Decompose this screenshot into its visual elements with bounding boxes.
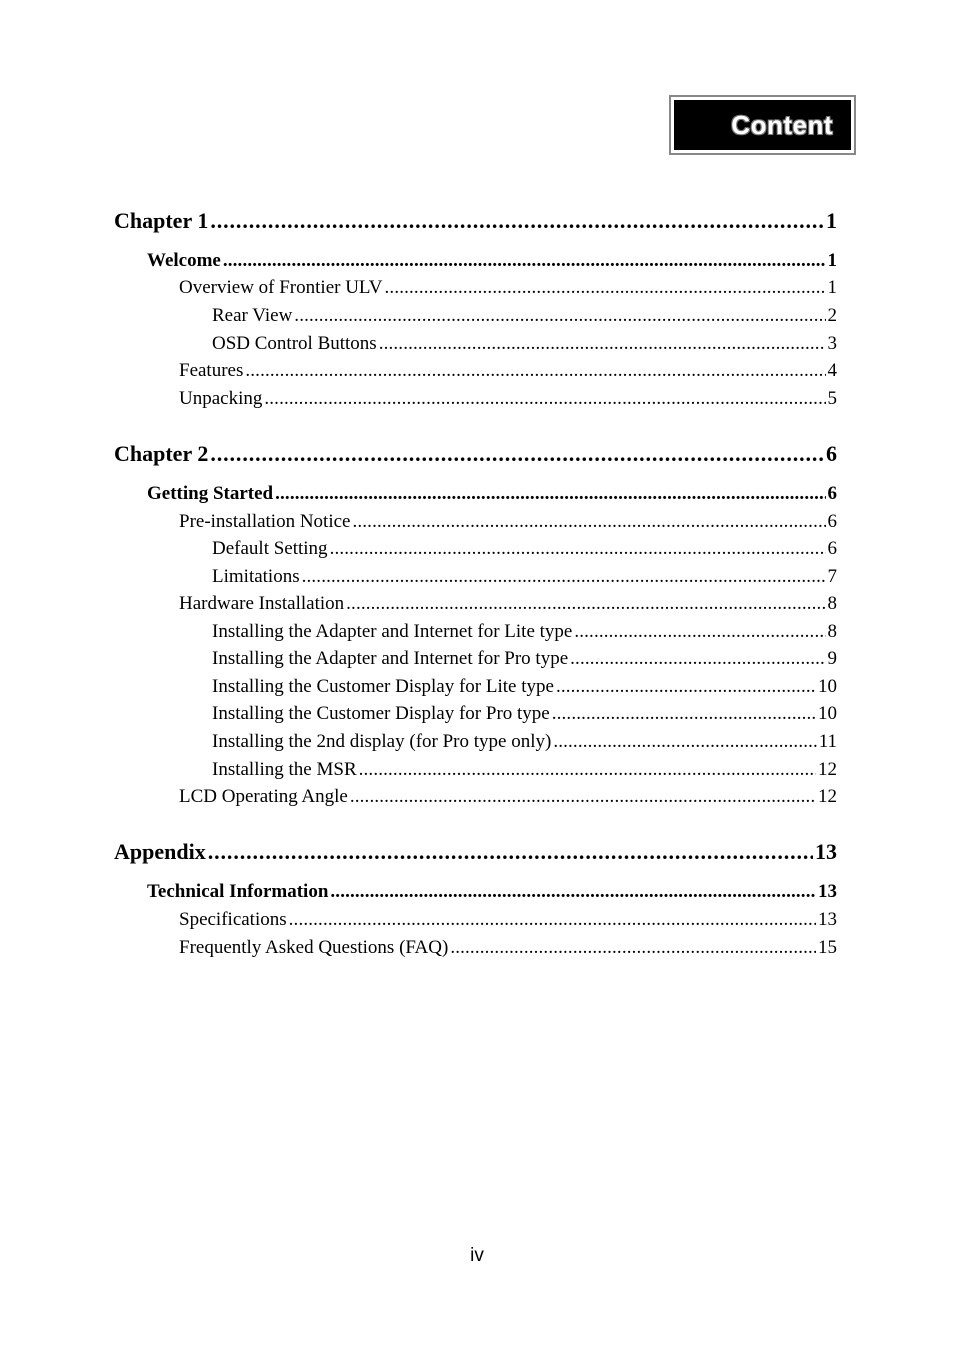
toc-entry[interactable] <box>179 360 837 382</box>
toc-entry-page: 1 <box>827 250 837 271</box>
toc-dot-leader <box>302 566 826 588</box>
toc-entry[interactable] <box>114 839 837 865</box>
toc-entry-page: 12 <box>818 786 837 807</box>
toc-dot-leader <box>556 676 816 698</box>
toc-entry-page: 6 <box>827 483 837 504</box>
toc-entry-title: Technical Information <box>147 881 329 902</box>
toc-entry-page: 1 <box>826 208 837 233</box>
toc-entry-title: Frequently Asked Questions (FAQ) <box>179 937 449 958</box>
toc-entry-title: Chapter 2 <box>114 441 209 466</box>
toc-entry[interactable] <box>212 333 837 355</box>
toc-entry-title: Chapter 1 <box>114 208 209 233</box>
toc-entry-page: 9 <box>827 648 837 669</box>
toc-entry[interactable] <box>179 593 837 615</box>
toc-dot-leader <box>330 881 816 903</box>
toc-entry-page: 6 <box>827 511 837 532</box>
toc-dot-leader <box>385 277 826 299</box>
toc-dot-leader <box>210 441 824 467</box>
toc-entry[interactable] <box>212 703 837 725</box>
toc-entry[interactable] <box>147 483 837 505</box>
toc-dot-leader <box>450 937 816 959</box>
toc-entry-title: OSD Control Buttons <box>212 333 377 354</box>
toc-entry[interactable] <box>179 388 837 410</box>
toc-entry-page: 7 <box>827 566 837 587</box>
toc-entry-page: 10 <box>818 703 837 724</box>
toc-entry-page: 8 <box>827 593 837 614</box>
toc-dot-leader <box>210 208 824 234</box>
toc-entry-title: Limitations <box>212 566 300 587</box>
toc-entry-page: 3 <box>827 333 837 354</box>
toc-entry-page: 5 <box>827 388 837 409</box>
toc-entry-title: Overview of Frontier ULV <box>179 277 383 298</box>
toc-entry-page: 6 <box>827 538 837 559</box>
toc-entry-page: 6 <box>826 441 837 466</box>
toc-entry-title: Installing the Adapter and Internet for Pro type <box>212 648 569 669</box>
toc-entry[interactable] <box>179 786 837 808</box>
toc-dot-leader <box>359 759 816 781</box>
toc-entry[interactable] <box>212 648 837 670</box>
toc-dot-leader <box>208 839 813 865</box>
toc-entry-page: 12 <box>818 759 837 780</box>
toc-entry[interactable] <box>114 441 837 467</box>
toc-entry[interactable] <box>179 277 837 299</box>
toc-dot-leader <box>245 360 825 382</box>
toc-entry-page: 10 <box>818 676 837 697</box>
toc-entry-page: 15 <box>818 937 837 958</box>
toc-entry[interactable] <box>212 731 837 753</box>
toc-entry-title: Welcome <box>147 250 221 271</box>
toc-entry[interactable] <box>179 511 837 533</box>
toc-entry-title: Appendix <box>114 839 206 864</box>
page-title: Content <box>731 109 833 140</box>
toc-dot-leader <box>574 621 825 643</box>
toc-entry[interactable] <box>179 909 837 931</box>
toc-entry-title: Installing the Customer Display for Lite type <box>212 676 554 697</box>
toc-entry[interactable] <box>179 937 837 959</box>
toc-entry[interactable] <box>212 759 837 781</box>
toc-entry-title: LCD Operating Angle <box>179 786 348 807</box>
toc-entry-page: 13 <box>818 881 837 902</box>
toc-dot-leader <box>346 593 825 615</box>
toc-entry[interactable] <box>114 208 837 234</box>
toc-dot-leader <box>350 786 816 808</box>
toc-entry[interactable] <box>212 621 837 643</box>
toc-entry-title: Getting Started <box>147 483 274 504</box>
toc-entry-title: Hardware Installation <box>179 593 345 614</box>
toc-entry-title: Installing the 2nd display (for Pro type only) <box>212 731 552 752</box>
toc-entry-page: 13 <box>818 909 837 930</box>
toc-dot-leader <box>330 538 826 560</box>
toc-entry-page: 13 <box>815 839 837 864</box>
toc-entry-title: Unpacking <box>179 388 263 409</box>
toc-entry[interactable] <box>212 538 837 560</box>
toc-dot-leader <box>379 333 826 355</box>
toc-dot-leader <box>294 305 825 327</box>
toc-dot-leader <box>264 388 825 410</box>
toc-entry[interactable] <box>212 566 837 588</box>
toc-dot-leader <box>352 511 825 533</box>
toc-entry-title: Pre-installation Notice <box>179 511 351 532</box>
toc-entry-title: Installing the Adapter and Internet for Lite type <box>212 621 573 642</box>
page-number: iv <box>470 1245 484 1266</box>
toc-entry-page: 8 <box>827 621 837 642</box>
toc-entry-title: Installing the Customer Display for Pro type <box>212 703 550 724</box>
toc-dot-leader <box>570 648 825 670</box>
toc-entry-page: 4 <box>827 360 837 381</box>
toc-dot-leader <box>223 250 826 272</box>
toc-dot-leader <box>553 731 816 753</box>
toc-entry[interactable] <box>147 881 837 903</box>
toc-entry-title: Features <box>179 360 244 381</box>
toc-entry-page: 1 <box>827 277 837 298</box>
toc-entry[interactable] <box>212 676 837 698</box>
toc-dot-leader <box>289 909 816 931</box>
toc-dot-leader <box>275 483 825 505</box>
toc-entry[interactable] <box>212 305 837 327</box>
toc-entry-page: 11 <box>818 731 837 752</box>
toc-entry-page: 2 <box>827 305 837 326</box>
toc-entry-title: Rear View <box>212 305 293 326</box>
toc-entry[interactable] <box>147 250 837 272</box>
toc-entry-title: Default Setting <box>212 538 328 559</box>
toc-dot-leader <box>552 703 816 725</box>
toc-entry-title: Installing the MSR <box>212 759 357 780</box>
toc-entry-title: Specifications <box>179 909 287 930</box>
